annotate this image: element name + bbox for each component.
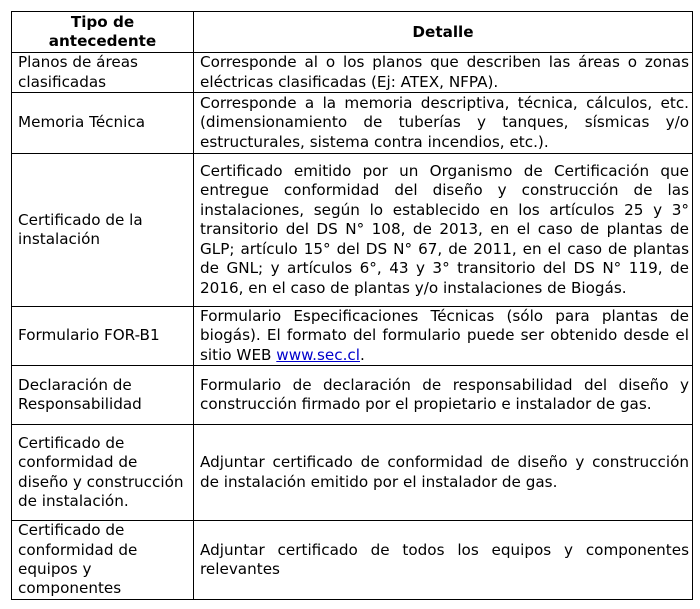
table-row bbox=[12, 154, 693, 307]
row-detail-cell: Certificado emitido por un Organismo de Certificación que entregue conformidad del diseño y construcción de las instalaciones, según lo establecido en los artículos 25 y 3° transitorio del DS N° 108, de 2013, en el caso de plantas de GLP; artículo 15° del DS N° 67, de 2011, en el caso de plantas de GNL; y artículos 6°, 43 y 3° transitorio del DS N° 119, de 2016, en el caso de plantas y/o instalaciones de Biogás. bbox=[194, 154, 693, 307]
row-detail-cell: Adjuntar certificado de todos los equipos y componentes relevantes bbox=[194, 521, 693, 600]
header-row bbox=[12, 12, 693, 53]
table-row bbox=[12, 53, 693, 93]
detail-text-end: . bbox=[360, 345, 365, 364]
row-type-cell: Declaración de Responsabilidad bbox=[12, 366, 194, 425]
header-detalle: Detalle bbox=[194, 12, 693, 53]
row-detail-cell: Formulario de declaración de responsabilidad del diseño y construcción firmado por el propietario e instalador de gas. bbox=[194, 366, 693, 425]
row-detail-cell bbox=[194, 307, 693, 366]
detail-text: Formulario Especificaciones Técnicas (sólo para plantas de biogás). El formato del formulario puede ser obtenido desde el sitio WEB bbox=[200, 307, 689, 364]
row-detail-cell: Corresponde al o los planos que describen las áreas o zonas eléctricas clasificadas (Ej: ATEX, NFPA). bbox=[194, 53, 693, 93]
table-row bbox=[12, 93, 693, 154]
header-tipo-de-antecedente: Tipo de antecedente bbox=[12, 12, 194, 53]
row-detail-cell: Adjuntar certificado de conformidad de diseño y construcción de instalación emitido por el instalador de gas. bbox=[194, 425, 693, 521]
table-row bbox=[12, 425, 693, 521]
row-type-cell: Certificado de la instalación bbox=[12, 154, 194, 307]
row-type-cell: Certificado de conformidad de equipos y componentes bbox=[12, 521, 194, 600]
row-type-cell: Certificado de conformidad de diseño y construcción de instalación. bbox=[12, 425, 194, 521]
row-detail-cell: Corresponde a la memoria descriptiva, técnica, cálculos, etc. (dimensionamiento de tuberías y tanques, sísmicas y/o estructurales, sistema contra incendios, etc.). bbox=[194, 93, 693, 154]
table-row bbox=[12, 521, 693, 600]
sec-website-link[interactable]: www.sec.cl bbox=[276, 345, 360, 364]
row-type-cell: Memoria Técnica bbox=[12, 93, 194, 154]
requirements-table bbox=[11, 11, 693, 600]
table-row bbox=[12, 366, 693, 425]
table-row bbox=[12, 307, 693, 366]
row-type-cell: Planos de áreas clasificadas bbox=[12, 53, 194, 93]
row-type-cell: Formulario FOR-B1 bbox=[12, 307, 194, 366]
